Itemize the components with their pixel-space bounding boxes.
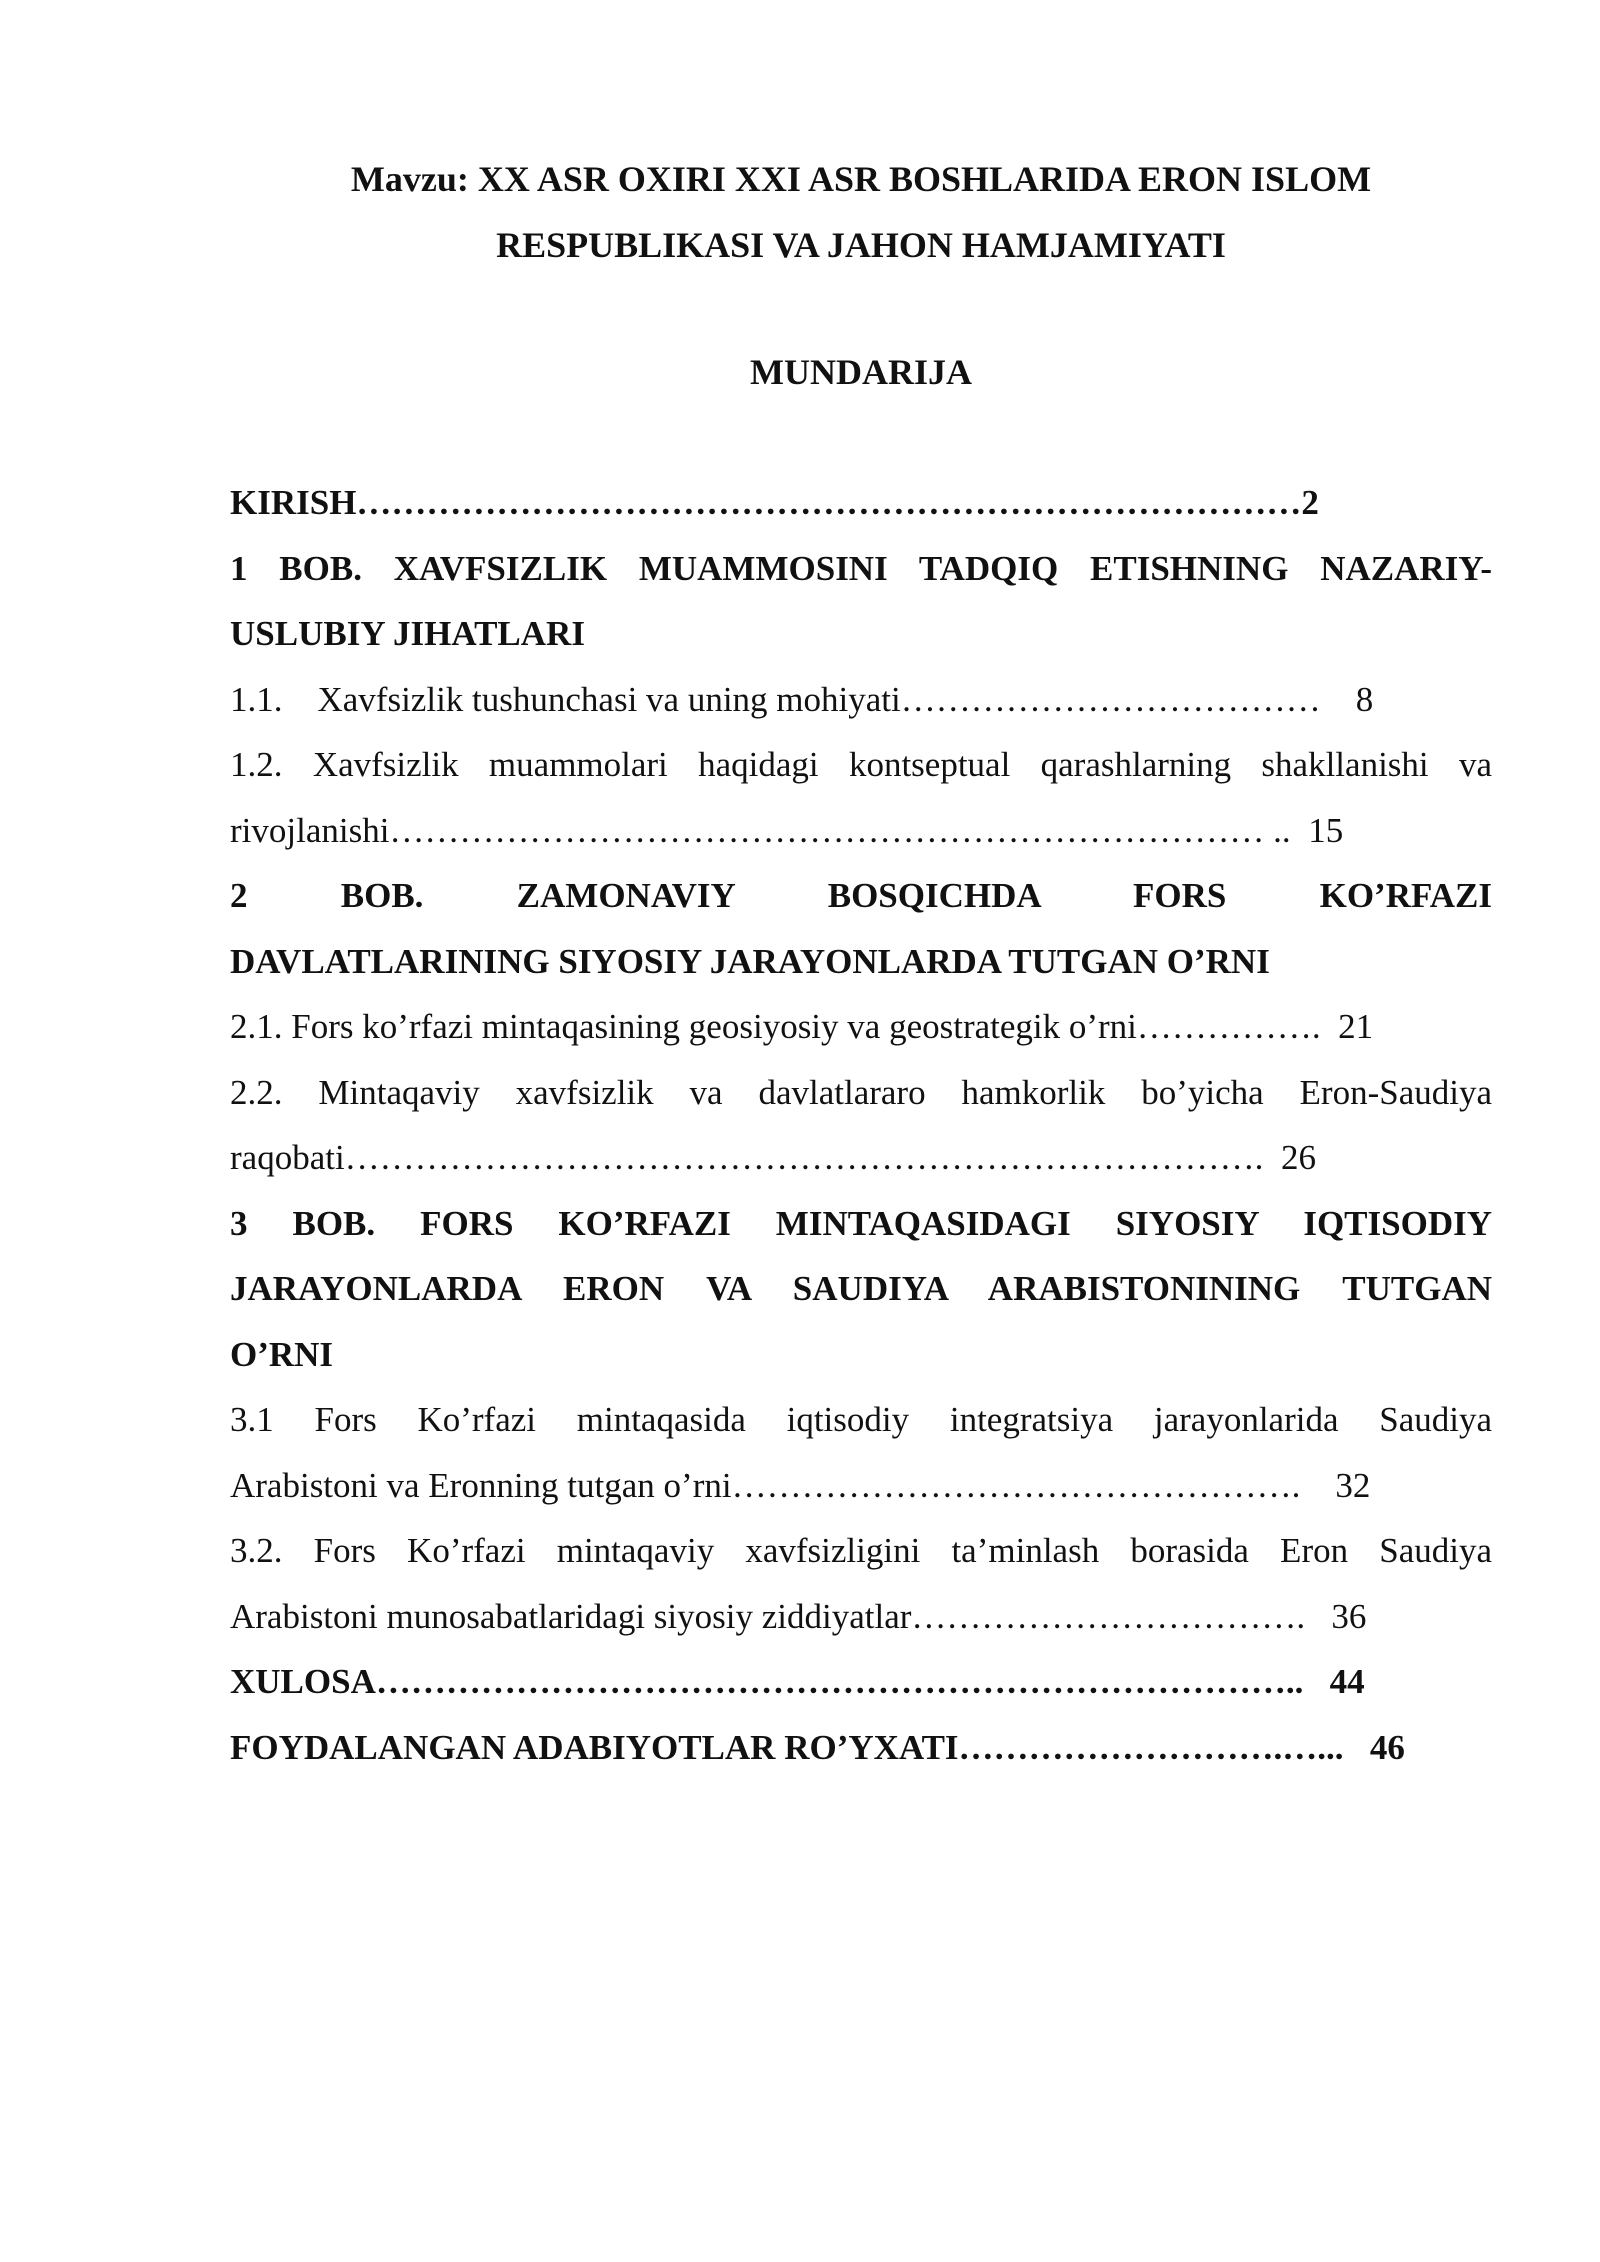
toc-entry-text: KIRISH………………………………………………………………………2	[230, 483, 1319, 522]
chapter-2-title-line-2: DAVLATLARINING SIYOSIY JARAYONLARDA TUTGAN O’RNI	[230, 941, 1270, 981]
toc-entry-chapter-3[interactable]	[230, 1191, 1492, 1388]
toc-entry-conclusion[interactable]	[230, 1649, 1492, 1715]
references-text: FOYDALANGAN ADABIYOTLAR RO’YXATI……………………….…...	[230, 1727, 1344, 1767]
toc-entry-references[interactable]	[230, 1715, 1492, 1781]
section-3-2-text: Arabistoni munosabatlaridagi siyosiy ziddiyatlar…………………………….	[230, 1596, 1306, 1636]
section-3-1-page-number: 32	[1335, 1465, 1371, 1505]
section-2-2-line-1: 2.2. Mintaqaviy xavfsizlik va davlatlararo hamkorlik bo’yicha Eron-Saudiya	[230, 1072, 1492, 1112]
toc-entry-chapter-1[interactable]	[230, 536, 1492, 667]
section-1-2-page-number: 15	[1308, 810, 1344, 850]
toc-entry-section-1-2[interactable]	[230, 732, 1492, 863]
chapter-1-title-line-1: 1 BOB. XAVFSIZLIK MUAMMOSINI TADQIQ ETISHNING NAZARIY-	[230, 548, 1492, 588]
section-1-1-text: 1.1. Xavfsizlik tushunchasi va uning mohiyati………………………………	[230, 679, 1321, 719]
section-3-2-line-1: 3.2. Fors Ko’rfazi mintaqaviy xavfsizligini ta’minlash borasida Eron Saudiya	[230, 1531, 1492, 1570]
title-line-1: Mavzu: XX ASR OXIRI XXI ASR BOSHLARIDA ERON ISLOM	[350, 159, 1372, 199]
contents-heading: MUNDARIJA	[750, 352, 972, 392]
references-page-number: 46	[1369, 1727, 1405, 1767]
section-2-2-text: raqobati…………………………………………………………………….	[230, 1138, 1264, 1177]
section-1-2-line-2	[230, 798, 1492, 864]
section-3-1-line-1: 3.1 Fors Ko’rfazi mintaqasida iqtisodiy integratsiya jarayonlarida Saudiya	[230, 1400, 1492, 1439]
section-2-1-text: 2.1. Fors ko’rfazi mintaqasining geosiyosiy va geostrategik o’rni…………….	[230, 1007, 1321, 1046]
chapter-3-title-line-1: 3 BOB. FORS KO’RFAZI MINTAQASIDAGI SIYOSIY IQTISODIY	[230, 1203, 1492, 1243]
references-line	[230, 1715, 1492, 1781]
section-1-2-line-1: 1.2. Xavfsizlik muammolari haqidagi kontseptual qarashlarning shakllanishi va	[230, 745, 1492, 784]
toc-entry-section-2-2[interactable]	[230, 1060, 1492, 1191]
section-1-1-line	[230, 667, 1492, 733]
table-of-contents	[230, 470, 1492, 1780]
section-3-2-page-number: 36	[1331, 1596, 1367, 1636]
title-line-2: RESPUBLIKASI VA JAHON HAMJAMIYATI	[496, 225, 1226, 265]
toc-entry-section-3-1[interactable]	[230, 1387, 1492, 1518]
section-3-1-text: Arabistoni va Eronning tutgan o’rni………………………………………….	[230, 1465, 1301, 1505]
section-1-1-page-number: 8	[1355, 679, 1374, 719]
section-2-1-line	[230, 994, 1492, 1060]
chapter-3-title-line-2: JARAYONLARDA ERON VA SAUDIYA ARABISTONINING TUTGAN	[230, 1269, 1492, 1308]
conclusion-text: XULOSA……………………………………………………………………..	[230, 1662, 1304, 1701]
toc-entry-introduction[interactable]	[230, 470, 1492, 536]
section-2-2-line-2	[230, 1125, 1492, 1191]
section-3-1-line-2	[230, 1453, 1492, 1519]
chapter-3-title-line-3: O’RNI	[230, 1334, 334, 1374]
toc-entry-section-1-1[interactable]	[230, 667, 1492, 733]
chapter-1-title-line-2: USLUBIY JIHATLARI	[230, 614, 585, 653]
toc-entry-section-3-2[interactable]	[230, 1518, 1492, 1649]
chapter-2-title-line-1: 2 BOB. ZAMONAVIY BOSQICHDA FORS KO’RFAZI	[230, 876, 1492, 915]
conclusion-page-number: 44	[1329, 1662, 1365, 1701]
conclusion-line	[230, 1649, 1492, 1715]
section-3-2-line-2	[230, 1584, 1492, 1650]
document-title	[230, 146, 1492, 278]
section-2-1-page-number: 21	[1338, 1007, 1374, 1046]
section-1-2-text: rivojlanishi………………………………………………………………… ..	[230, 810, 1291, 850]
toc-entry-section-2-1[interactable]	[230, 994, 1492, 1060]
toc-entry-chapter-2[interactable]	[230, 863, 1492, 994]
section-2-2-page-number: 26	[1280, 1138, 1316, 1177]
